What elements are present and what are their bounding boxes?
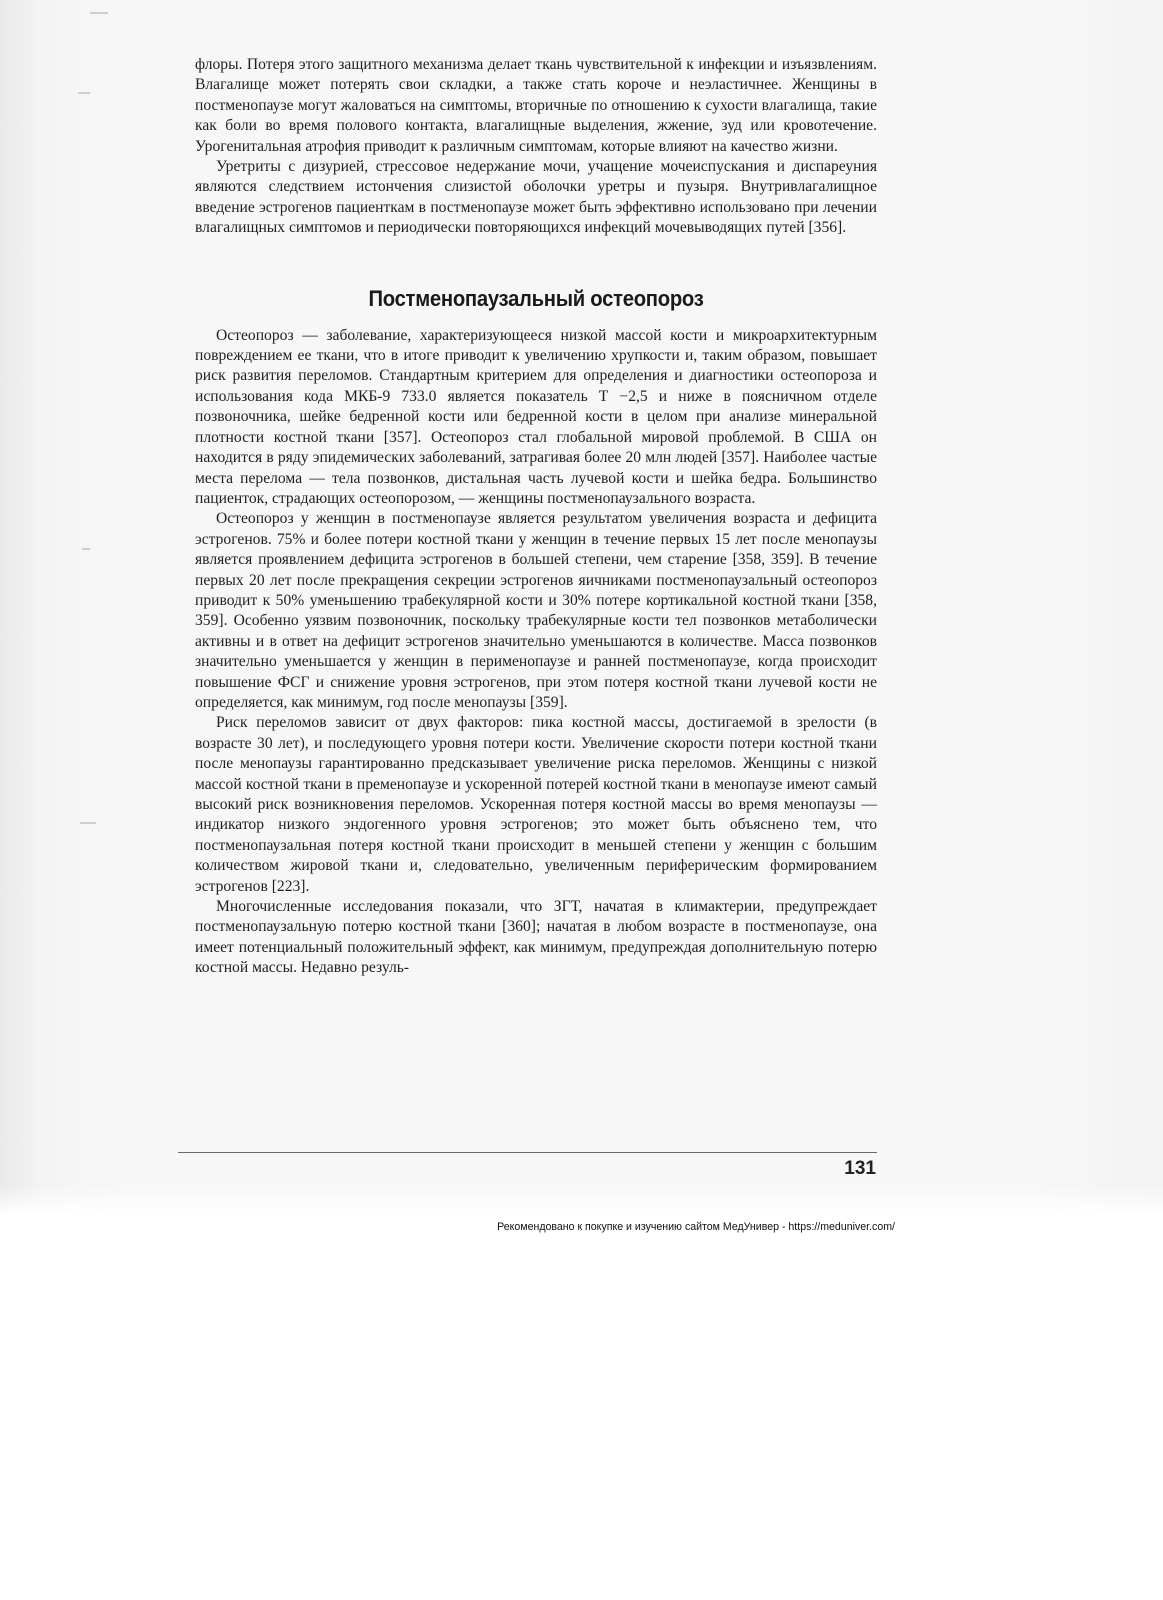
scan-artifact — [78, 92, 90, 94]
section-heading: Постменопаузальный остеопороз — [368, 285, 704, 311]
body-paragraph: флоры. Потеря этого защитного механизма делает ткань чувствительной к инфекции и изъязвлениям. Влагалище может потерять свои складки, а также стать короче и неэластичнее. Женщины в постменопаузе могут жаловаться на симптомы, вторичные по отношению к сухости влагалища, такие как боли во время полового контакта, влагалищные выделения, жжение, зуд или кровотечение. Урогенитальная атрофия приводит к различным симптомам, которые влияют на качество жизни. — [195, 56, 877, 155]
footer-recommendation: Рекомендовано к покупке и изучению сайтом МедУнивер - https://meduniver.com/ — [497, 1221, 895, 1233]
page-number: 131 — [844, 1158, 876, 1179]
scan-artifact — [80, 822, 96, 824]
body-paragraph: Риск переломов зависит от двух факторов: пика костной массы, достигаемой в зрелости (в возрасте 30 лет), и последующего уровня потери кости. Увеличение скорости потери костной ткани после менопаузы гарантированно предсказывает увеличение риска переломов. Женщины с низкой массой костной ткани в пременопаузе и ускоренной потерей костной ткани в менопаузе имеют самый высокий риск возникновения переломов. Ускоренная потеря костной массы во время менопаузы — индикатор низкого эндогенного уровня эстрогенов; это может быть объяснено тем, что постменопаузальная потеря костной ткани происходит в меньшей степени у женщин с большим количеством жировой ткани и, следовательно, увеличенным периферическим формированием эстрогенов [223]. — [195, 714, 877, 895]
footer-divider — [178, 1152, 877, 1153]
scan-artifact — [90, 12, 108, 14]
text-column — [195, 55, 877, 979]
scan-artifact — [82, 548, 90, 550]
body-paragraph: Остеопороз — заболевание, характеризующееся низкой массой кости и микроархитектурным повреждением ее ткани, что в итоге приводит к увеличению хрупкости и, таким образом, повышает риск развития переломов. Стандартным критерием для определения и диагностики остеопороза и использования кода МКБ-9 733.0 является показатель Т −2,5 и ниже в поясничном отделе позвоночника, шейке бедренной кости или бедренной кости в целом при анализе минеральной плотности костной ткани [357]. Остеопороз стал глобальной мировой проблемой. В США он находится в ряду эпидемических заболеваний, затрагивая более 20 млн людей [357]. Наиболее частые места перелома — тела позвонков, дистальная часть лучевой кости и шейка бедра. Большинство пациенток, страдающих остеопорозом, — женщины постменопаузального возраста. — [195, 326, 877, 507]
body-paragraph: Многочисленные исследования показали, что ЗГТ, начатая в климактерии, предупреждает постменопаузальную потерю костной ткани [360]; начатая в любом возрасте в постменопаузе, она имеет потенциальный положительный эффект, как минимум, предупреждая дополнительную потерю костной массы. Недавно резуль- — [195, 898, 877, 977]
body-paragraph: Уретриты с дизурией, стрессовое недержание мочи, учащение мочеиспускания и диспареуния являются следствием истончения слизистой оболочки уретры и пузыря. Внутривлагалищное введение эстрогенов пациенткам в постменопаузе может быть эффективно использовано при лечении влагалищных симптомов и периодически повторяющихся инфекций мочевыводящих путей [356]. — [195, 158, 877, 237]
body-paragraph: Остеопороз у женщин в постменопаузе является результатом увеличения возраста и дефицита эстрогенов. 75% и более потери костной ткани у женщин в течение первых 15 лет после менопаузы является проявлением дефицита эстрогенов в большей степени, чем старение [358, 359]. В течение первых 20 лет после прекращения секреции эстрогенов яичниками постменопаузальный остеопороз приводит к 50% уменьшению трабекулярной кости и 30% потере кортикальной костной ткани [358, 359]. Особенно уязвим позвоночник, поскольку трабекулярные кости тел позвонков метаболически активны и в ответ на дефицит эстрогенов значительно уменьшаются в количестве. Масса позвонков значительно уменьшается у женщин в перименопаузе и ранней постменопаузе, когда происходит повышение ФСГ и снижение уровня эстрогенов, при этом потеря костной ткани лучевой кости не определяется, как минимум, год после менопаузы [359]. — [195, 510, 877, 711]
